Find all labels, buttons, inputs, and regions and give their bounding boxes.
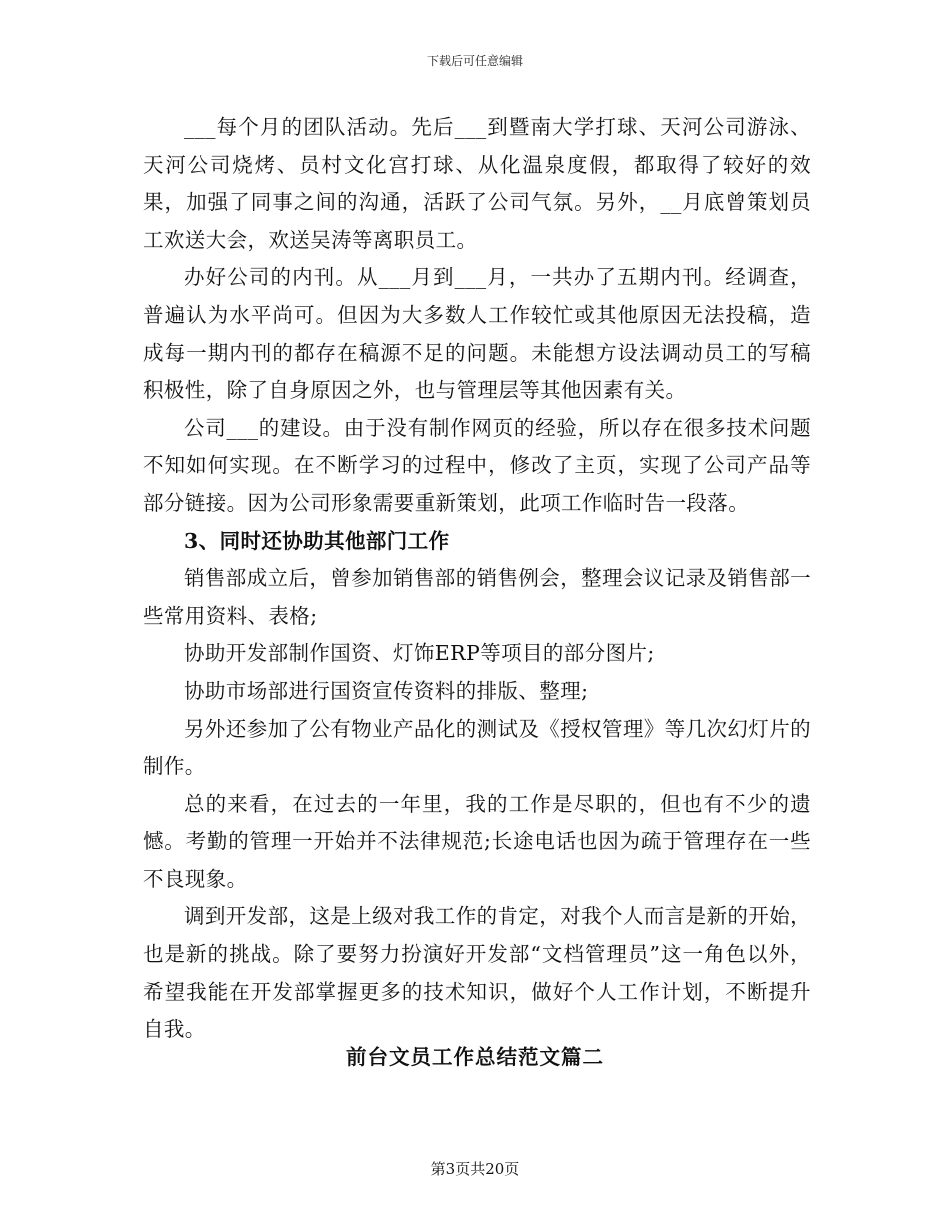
page-number: 第3页共20页 [430, 1160, 520, 1178]
paragraph-website: 公司___的建设。由于没有制作网页的经验，所以存在很多技术问题不知如何实现。在不断学习的过程中，修改了主页，实现了公司产品等部分链接。因为公司形象需要重新策划，此项工作临时告一段落。 [143, 415, 811, 515]
page-header: 下载后可任意编辑 [426, 54, 523, 68]
document-body [143, 109, 811, 1049]
paragraph-other-work: 另外还参加了公有物业产品化的测试及《授权管理》等几次幻灯片的制作。 [143, 716, 811, 779]
section-heading: 3、同时还协助其他部门工作 [184, 528, 450, 553]
paragraph-transfer: 调到开发部，这是上级对我工作的肯定，对我个人而言是新的开始，也是新的挑战。除了要努力扮演好开发部“文档管理员”这一角色以外，希望我能在开发部掌握更多的技术知识，做好个人工作计划，不断提升自我。 [143, 904, 811, 1042]
paragraph-internal-magazine: 办好公司的内刊。从___月到___月，一共办了五期内刊。经调查，普遍认为水平尚可。但因为大多数人工作较忙或其他原因无法投稿，造成每一期内刊的都存在稿源不足的问题。未能想方设法调动员工的写稿积极性，除了自身原因之外，也与管理层等其他因素有关。 [143, 265, 811, 403]
paragraph-sales-dept: 销售部成立后，曾参加销售部的销售例会，整理会议记录及销售部一些常用资料、表格; [143, 566, 811, 628]
paragraph-summary: 总的来看，在过去的一年里，我的工作是尽职的，但也有不少的遗憾。考勤的管理一开始并不法律规范;长途电话也因为疏于管理存在一些不良现象。 [143, 791, 811, 891]
paragraph-team-activities: ___每个月的团队活动。先后___到暨南大学打球、天河公司游泳、天河公司烧烤、员村文化宫打球、从化温泉度假，都取得了较好的效果，加强了同事之间的沟通，活跃了公司气氛。另外，__月底曾策划员工欢送大会，欢送吴涛等离职员工。 [143, 115, 811, 252]
paragraph-dev-dept: 协助开发部制作国资、灯饰ERP等项目的部分图片; [184, 641, 655, 666]
next-article-title: 前台文员工作总结范文篇二 [346, 1045, 604, 1069]
paragraph-marketing-dept: 协助市场部进行国资宣传资料的排版、整理; [184, 678, 589, 703]
